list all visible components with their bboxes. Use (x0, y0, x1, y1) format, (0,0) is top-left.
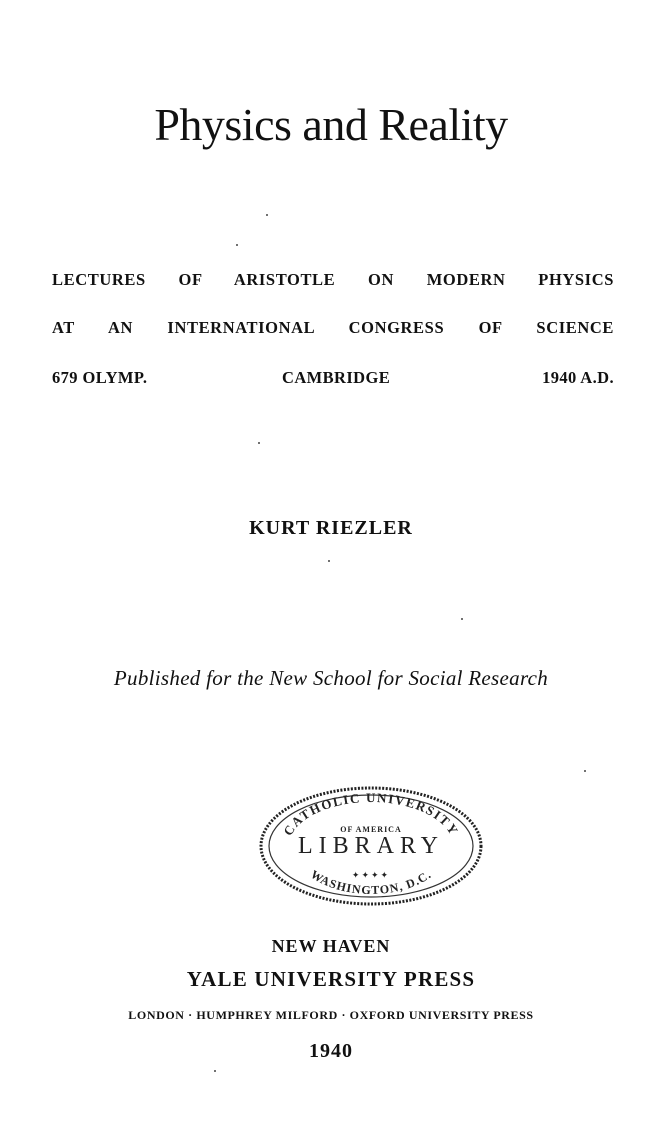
stamp-top-arc-text: CATHOLIC UNIVERSITY (280, 790, 462, 839)
scan-speck (266, 214, 268, 216)
date-place: CAMBRIDGE (282, 368, 391, 387)
imprint-publisher: YALE UNIVERSITY PRESS (186, 967, 476, 991)
scan-speck (461, 618, 463, 620)
subtitle-line-2: AT AN INTERNATIONAL CONGRESS OF SCIENCE (52, 318, 614, 337)
library-stamp (255, 780, 487, 912)
dates-row (52, 368, 614, 392)
imprint-year: 1940 (309, 1040, 353, 1062)
scan-speck (258, 442, 260, 444)
published-for-line: Published for the New School for Social Research (113, 666, 549, 690)
scan-speck (584, 770, 586, 772)
book-title: Physics and Reality (154, 99, 508, 150)
stamp-of-america-text: OF AMERICA (340, 825, 402, 834)
scan-speck (328, 560, 330, 562)
imprint-city: NEW HAVEN (271, 936, 391, 956)
scan-speck (236, 244, 238, 246)
author-name: KURT RIEZLER (249, 517, 413, 539)
date-ad: 1940 A.D. (542, 368, 614, 387)
date-olympiad: 679 OLYMP. (52, 368, 148, 387)
imprint-agents: LONDON · HUMPHREY MILFORD · OXFORD UNIVERSITY PRESS (128, 1008, 534, 1022)
stamp-ornament: ✦✦✦✦ (351, 870, 391, 880)
subtitle-line-1: LECTURES OF ARISTOTLE ON MODERN PHYSICS (52, 270, 614, 289)
stamp-bottom-arc-text: WASHINGTON, D.C. (308, 867, 434, 898)
scan-speck (214, 1070, 216, 1072)
stamp-library-word: LIBRARY (297, 833, 444, 859)
